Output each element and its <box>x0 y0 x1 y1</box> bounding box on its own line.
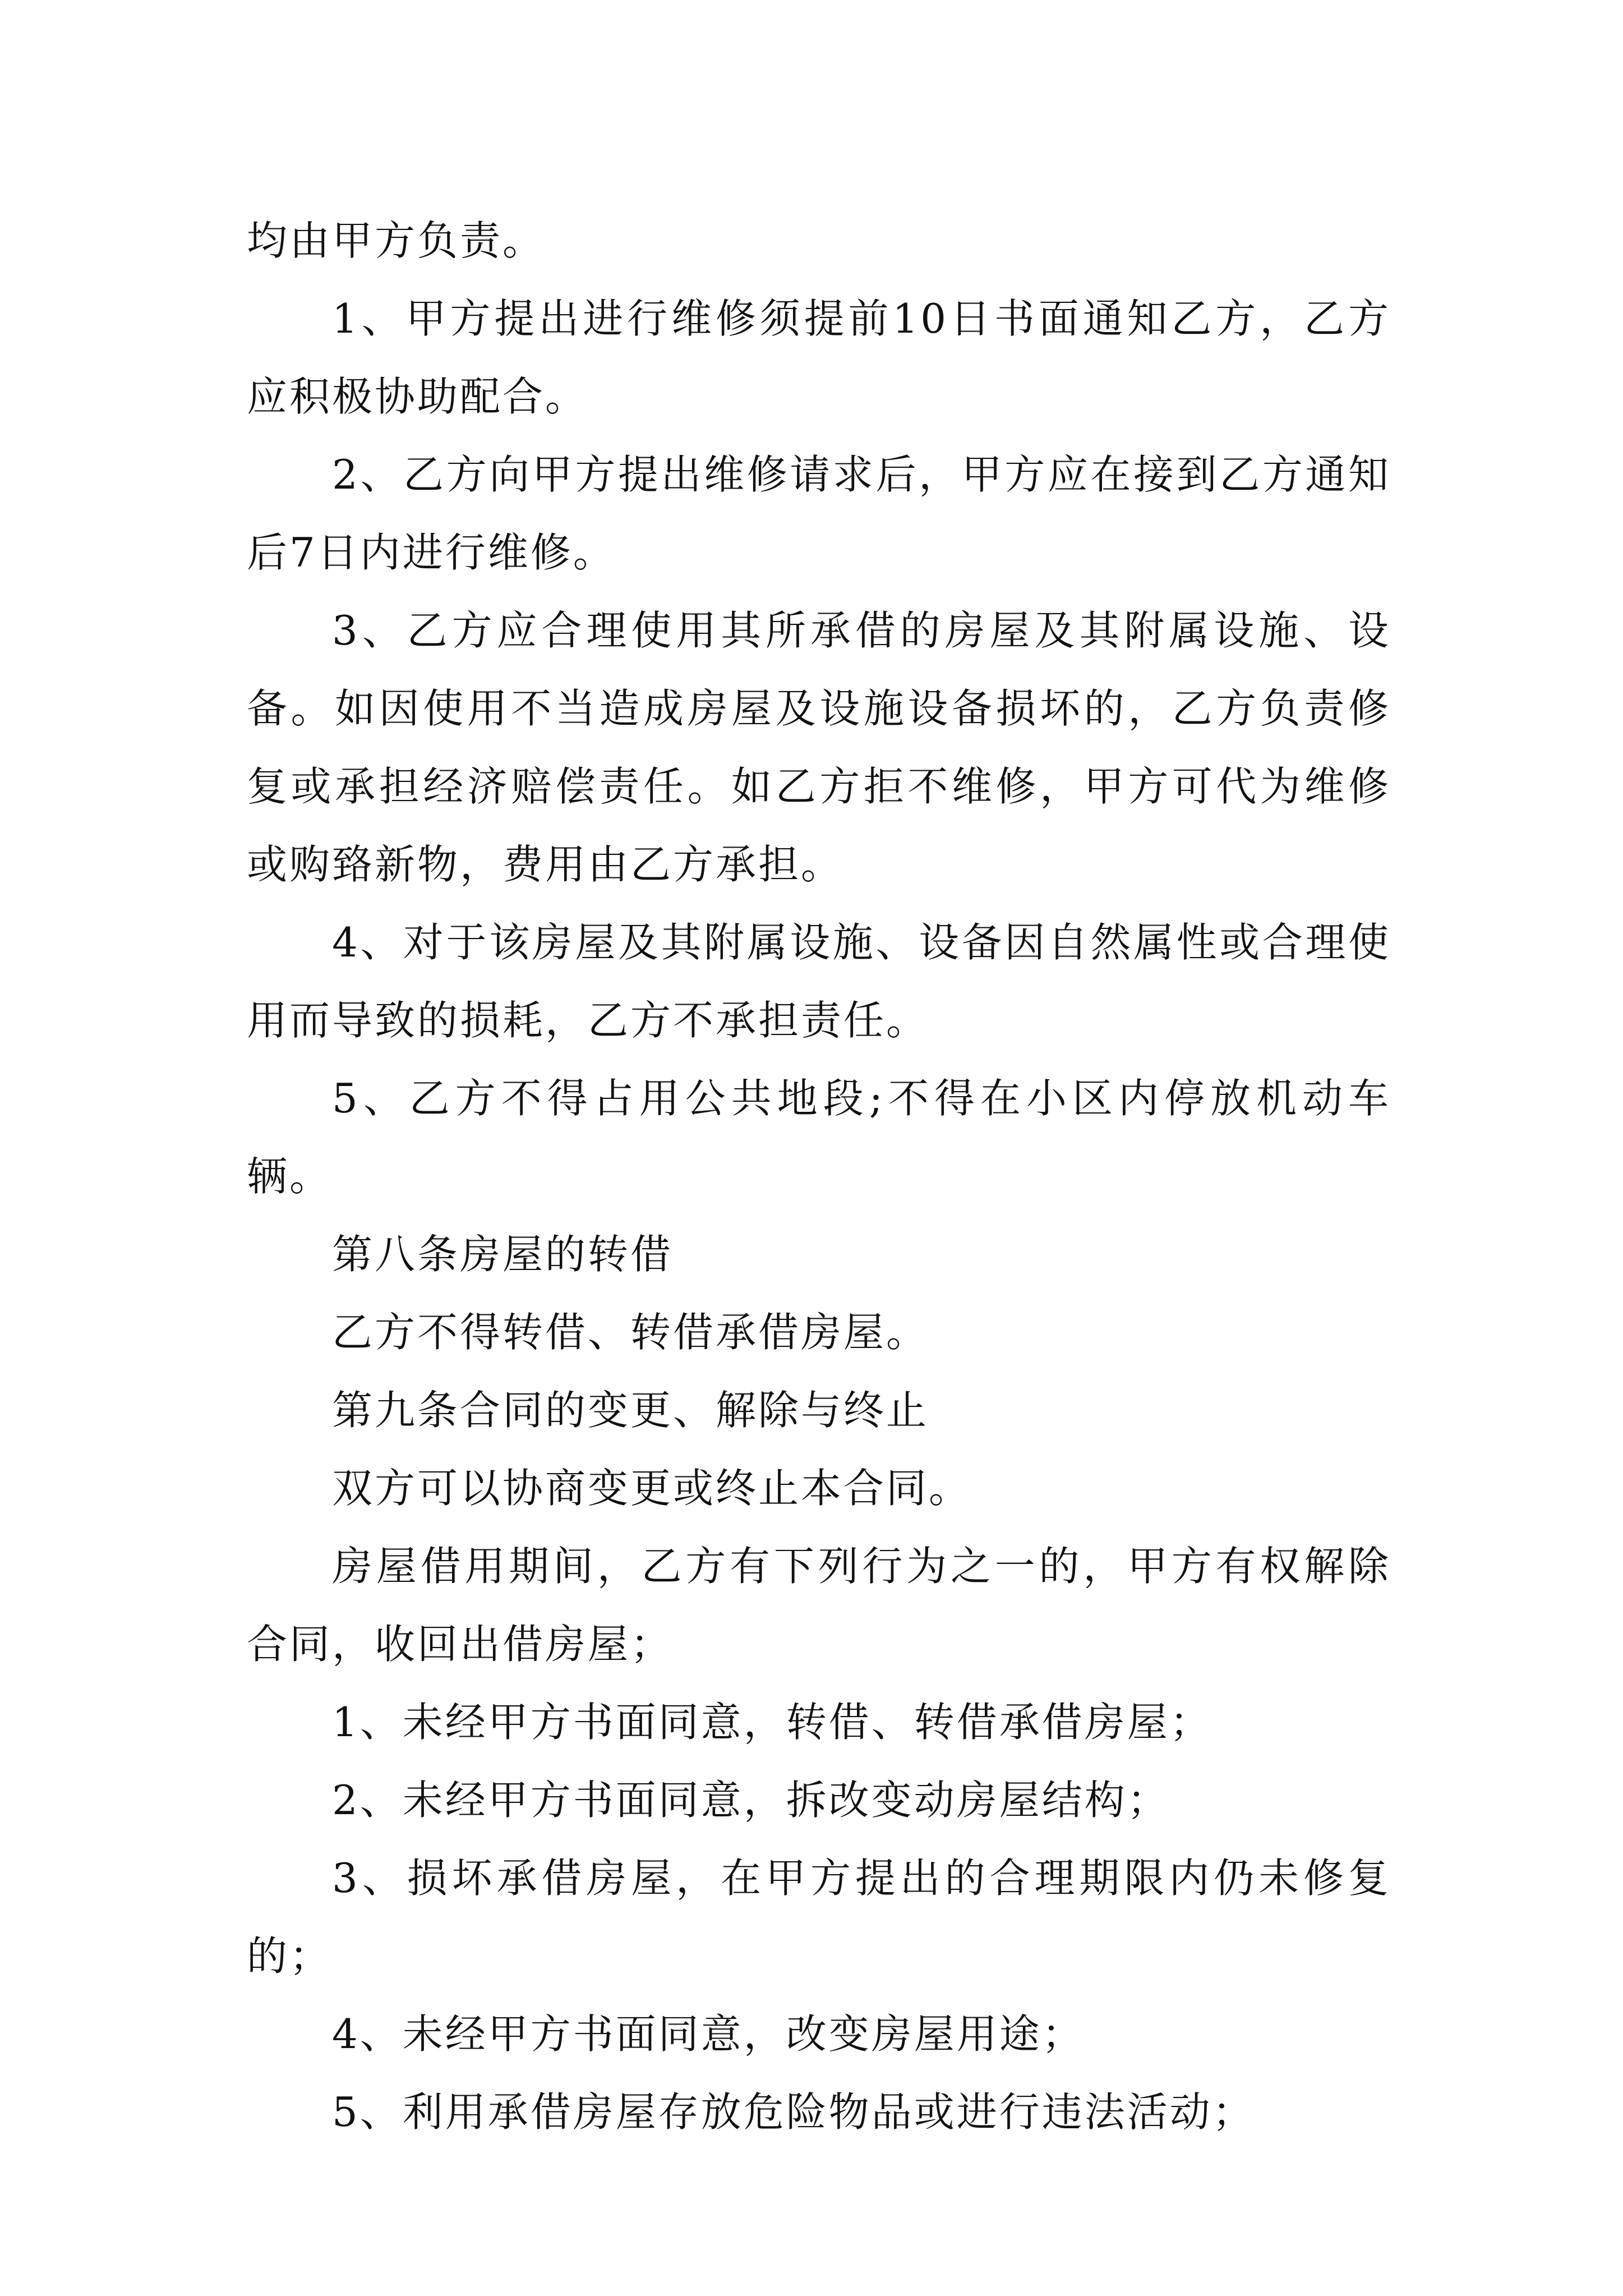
paragraph: 双方可以协商变更或终止本合同。 <box>332 1465 972 1512</box>
list-item: 4、未经甲方书面同意，改变房屋用途； <box>332 2010 1085 2058</box>
section-heading: 第九条合同的变更、解除与终止 <box>332 1387 929 1434</box>
paragraph: 乙方不得转借、转借承借房屋。 <box>332 1309 929 1356</box>
paragraph: 3、乙方应合理使用其所承借的房屋及其附属设施、设备。如因使用不当造成房屋及设施设备损坏的，乙方负责修复或承担经济赔偿责任。如乙方拒不维修，甲方可代为维修或购臵新物，费用由乙方承担。 <box>247 607 1391 888</box>
document-body <box>247 202 1391 2151</box>
list-item: 5、利用承借房屋存放危险物品或进行违法活动； <box>332 2088 1255 2136</box>
list-item: 2、未经甲方书面同意，拆改变动房屋结构； <box>332 1777 1170 1824</box>
paragraph: 2、乙方向甲方提出维修请求后，甲方应在接到乙方通知后7日内进行维修。 <box>247 451 1391 576</box>
list-item: 1、未经甲方书面同意，转借、转借承借房屋； <box>332 1699 1212 1746</box>
paragraph: 4、对于该房屋及其附属设施、设备因自然属性或合理使用而导致的损耗，乙方不承担责任。 <box>247 919 1391 1044</box>
paragraph: 均由甲方负责。 <box>247 217 546 264</box>
paragraph: 5、乙方不得占用公共地段;不得在小区内停放机动车辆。 <box>247 1075 1391 1200</box>
paragraph: 房屋借用期间，乙方有下列行为之一的，甲方有权解除合同，收回出借房屋； <box>247 1543 1391 1668</box>
section-heading: 第八条房屋的转借 <box>332 1231 674 1278</box>
list-item: 3、损坏承借房屋，在甲方提出的合理期限内仍未修复的； <box>247 1855 1391 1980</box>
paragraph: 1、甲方提出进行维修须提前10日书面通知乙方，乙方应积极协助配合。 <box>247 295 1391 420</box>
